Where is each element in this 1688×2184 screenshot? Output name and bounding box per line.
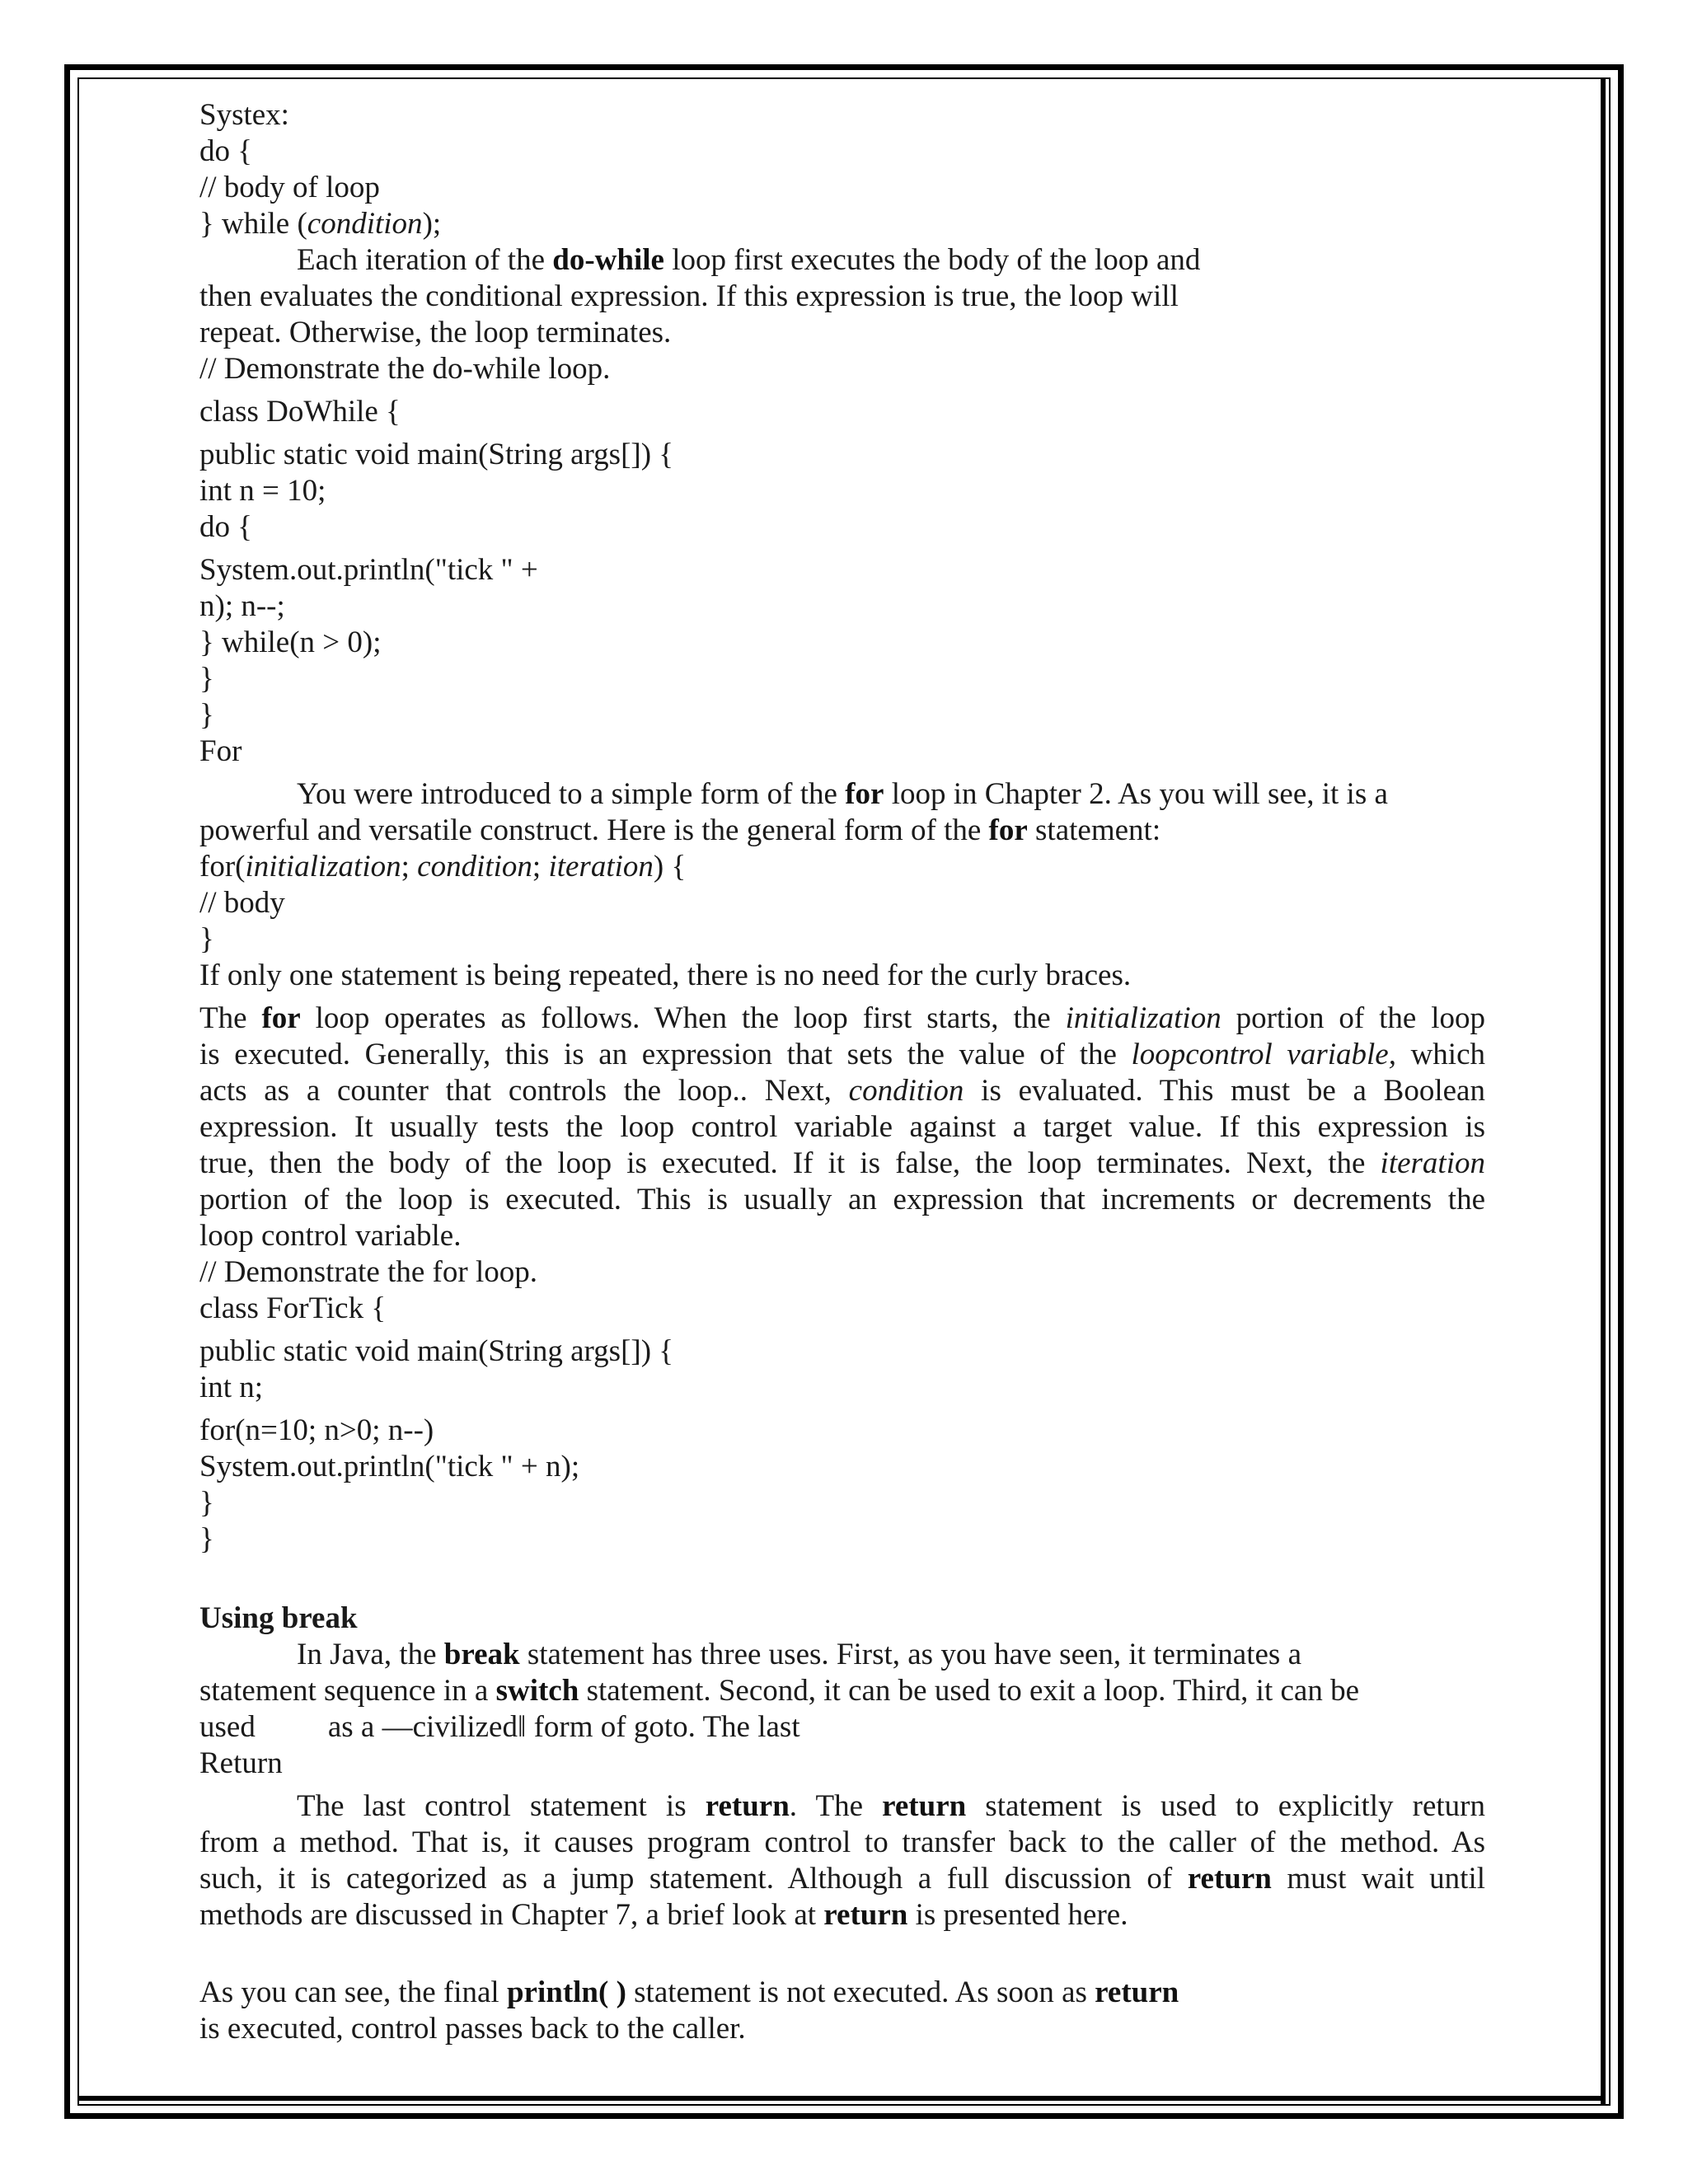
code-line: do { [199, 510, 253, 544]
paragraph-line: powerful and versatile construct. Here is the general form of the for statement: [199, 813, 1161, 847]
paragraph-line: methods are discussed in Chapter 7, a brief look at return is presented here. [199, 1898, 1128, 1932]
section-heading-break: Using break [199, 1601, 358, 1635]
code-line: } [199, 1522, 214, 1556]
paragraph-line: Each iteration of the do-while loop first executes the body of the loop and [297, 243, 1201, 277]
code-line: } [199, 698, 214, 732]
paragraph-line: statement sequence in a switch statement. Second, it can be used to exit a loop. Third, it can be [199, 1674, 1359, 1708]
paragraph-line: You were introduced to a simple form of the for loop in Chapter 2. As you will see, it is a [297, 777, 1388, 811]
paragraph-line: As you can see, the final println( ) statement is not executed. As soon as return [199, 1975, 1179, 2009]
code-line: public static void main(String args[]) { [199, 438, 674, 471]
paragraph-line: true, then the body of the loop is executed. If it is false, the loop terminates. Next, the iteration [199, 1146, 1485, 1180]
code-line: System.out.println("tick " + n); [199, 1450, 580, 1483]
code-line: } [199, 662, 214, 696]
code-comment: // Demonstrate the for loop. [199, 1255, 537, 1289]
section-heading-return: Return [199, 1746, 283, 1780]
code-line: class ForTick { [199, 1291, 387, 1325]
paragraph-line: then evaluates the conditional expression. If this expression is true, the loop will [199, 279, 1179, 313]
paragraph-line: expression. It usually tests the loop control variable against a target value. If this expression is [199, 1110, 1485, 1144]
code-line: } [199, 922, 214, 956]
code-line: System.out.println("tick " + [199, 553, 538, 587]
code-line: int n; [199, 1371, 264, 1404]
code-line: // body [199, 886, 285, 920]
code-line: int n = 10; [199, 474, 326, 508]
code-line: class DoWhile { [199, 395, 401, 429]
code-line: public static void main(String args[]) { [199, 1334, 674, 1368]
paragraph-line: used as a ―civilized‖ form of goto. The last [199, 1710, 800, 1744]
paragraph-line: such, it is categorized as a jump statement. Although a full discussion of return must wait until [199, 1862, 1485, 1896]
paragraph-line: The last control statement is return. The return statement is used to explicitly return [297, 1789, 1486, 1823]
page-border-right-shadow [1601, 77, 1606, 2106]
paragraph-line: portion of the loop is executed. This is usually an expression that increments or decrements the [199, 1183, 1485, 1216]
code-line: } while(n > 0); [199, 626, 382, 659]
section-heading-for: For [199, 734, 242, 768]
document-body [199, 97, 1485, 2047]
code-comment: // Demonstrate the do-while loop. [199, 352, 611, 386]
syntax-line: // body of loop [199, 171, 380, 204]
code-line: for(n=10; n>0; n--) [199, 1413, 434, 1447]
syntax-line: do { [199, 134, 253, 168]
paragraph-line: If only one statement is being repeated, there is no need for the curly braces. [199, 958, 1132, 992]
paragraph-line: repeat. Otherwise, the loop terminates. [199, 316, 672, 349]
syntax-line: } while (condition); [199, 207, 442, 241]
paragraph-line: In Java, the break statement has three uses. First, as you have seen, it terminates a [297, 1638, 1302, 1671]
code-line: n); n--; [199, 589, 285, 623]
syntax-label: Systex: [199, 98, 289, 132]
paragraph-line: is executed. Generally, this is an expression that sets the value of the loopcontrol variable, which [199, 1038, 1486, 1071]
paragraph-line: from a method. That is, it causes program control to transfer back to the caller of the method. As [199, 1825, 1485, 1859]
code-line: for(initialization; condition; iteration) { [199, 850, 687, 883]
paragraph-line: loop control variable. [199, 1219, 462, 1253]
code-line: } [199, 1486, 214, 1520]
paragraph-line: acts as a counter that controls the loop.. Next, condition is evaluated. This must be a Boolean [199, 1074, 1485, 1108]
paragraph-line: The for loop operates as follows. When the loop first starts, the initialization portion of the loop [199, 1001, 1486, 1035]
paragraph-line: is executed, control passes back to the caller. [199, 2012, 746, 2046]
page-border-bottom-shadow [77, 2096, 1606, 2101]
